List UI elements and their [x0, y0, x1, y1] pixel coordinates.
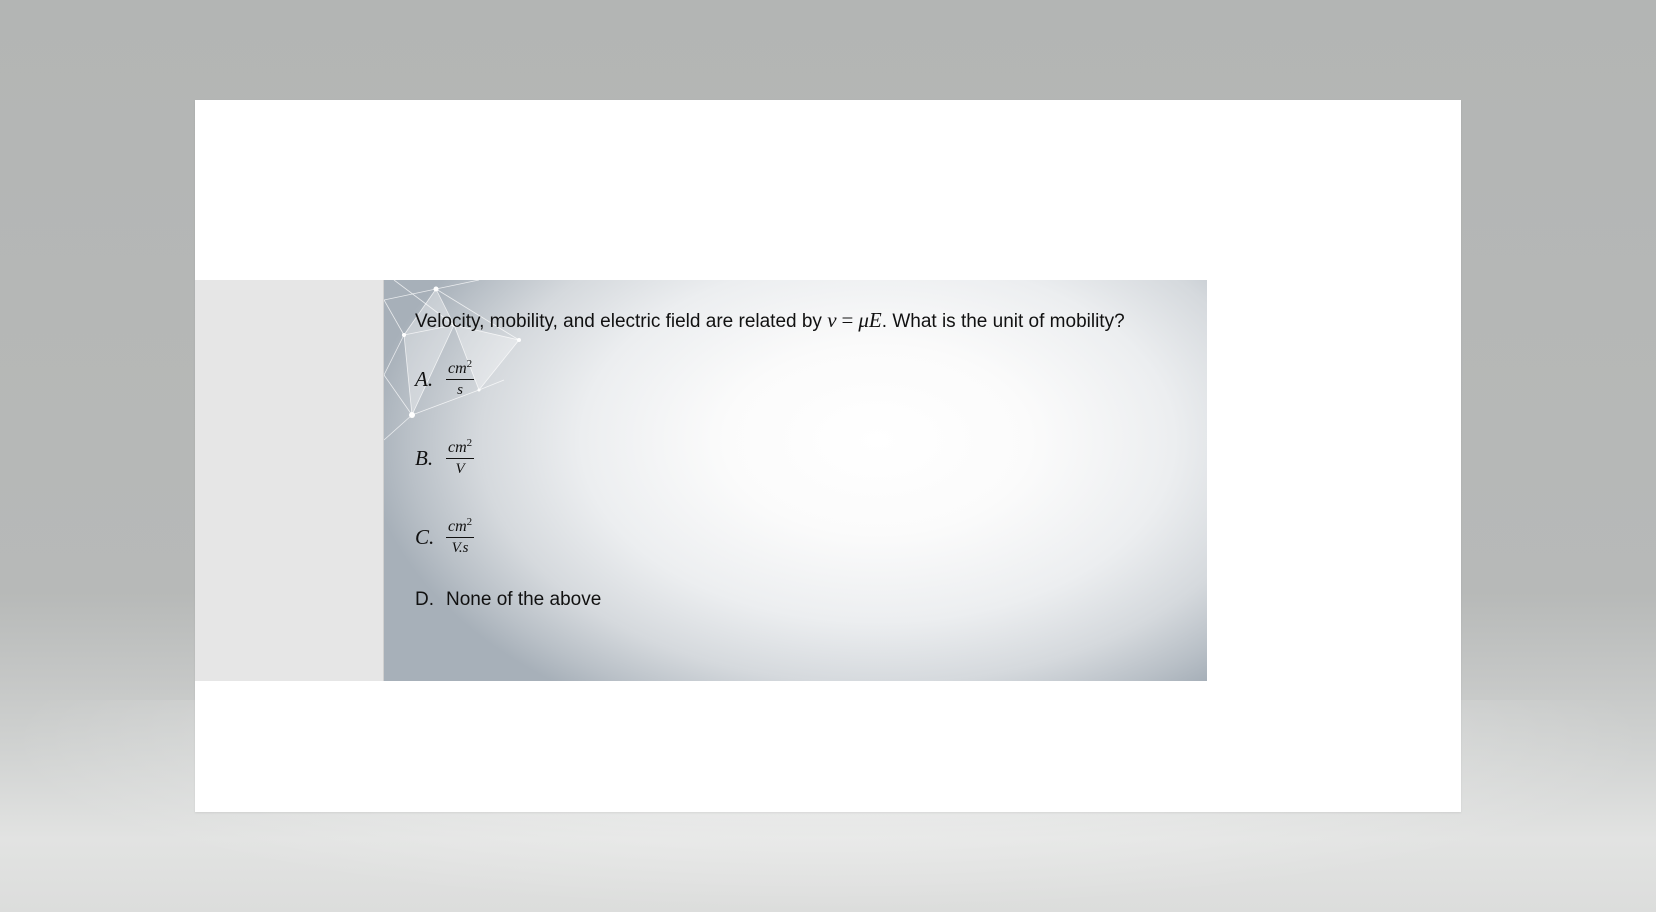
- option-d-text: None of the above: [446, 589, 602, 610]
- question-text: [415, 308, 1125, 333]
- option-a-fraction: [446, 360, 474, 399]
- option-b-denominator: V: [455, 461, 465, 477]
- option-c-fraction: [446, 518, 474, 557]
- option-b-fraction: [446, 439, 474, 478]
- option-a-numerator: [446, 360, 474, 380]
- option-c-exponent: 2: [466, 516, 473, 528]
- option-c-numerator-text: cm: [448, 518, 467, 535]
- equation: [827, 308, 882, 332]
- question-text-before: Velocity, mobility, and electric field are related by: [415, 311, 828, 332]
- option-c-numerator: [446, 518, 474, 538]
- option-b-numerator: [446, 439, 474, 459]
- option-b: [415, 439, 474, 478]
- option-b-exponent: 2: [466, 437, 473, 449]
- option-d: [415, 589, 601, 611]
- option-c: [415, 518, 474, 557]
- option-a-letter: A.: [415, 367, 434, 391]
- document-page: [195, 100, 1461, 812]
- question-text-after: . What is the unit of mobility?: [881, 311, 1125, 332]
- slide: [384, 280, 1207, 681]
- equation-sign: =: [841, 308, 854, 332]
- option-c-letter: C.: [415, 525, 435, 549]
- slide-band: [195, 280, 1207, 681]
- option-c-denominator: V.s: [451, 540, 469, 556]
- option-d-letter: D.: [415, 589, 434, 610]
- equation-lhs: v: [827, 308, 837, 332]
- option-a: [415, 360, 474, 399]
- equation-rhs: μE: [858, 308, 882, 332]
- option-b-numerator-text: cm: [448, 439, 467, 456]
- option-b-letter: B.: [415, 446, 434, 470]
- option-a-denominator: s: [457, 382, 463, 398]
- option-a-exponent: 2: [466, 358, 473, 370]
- option-a-numerator-text: cm: [448, 360, 467, 377]
